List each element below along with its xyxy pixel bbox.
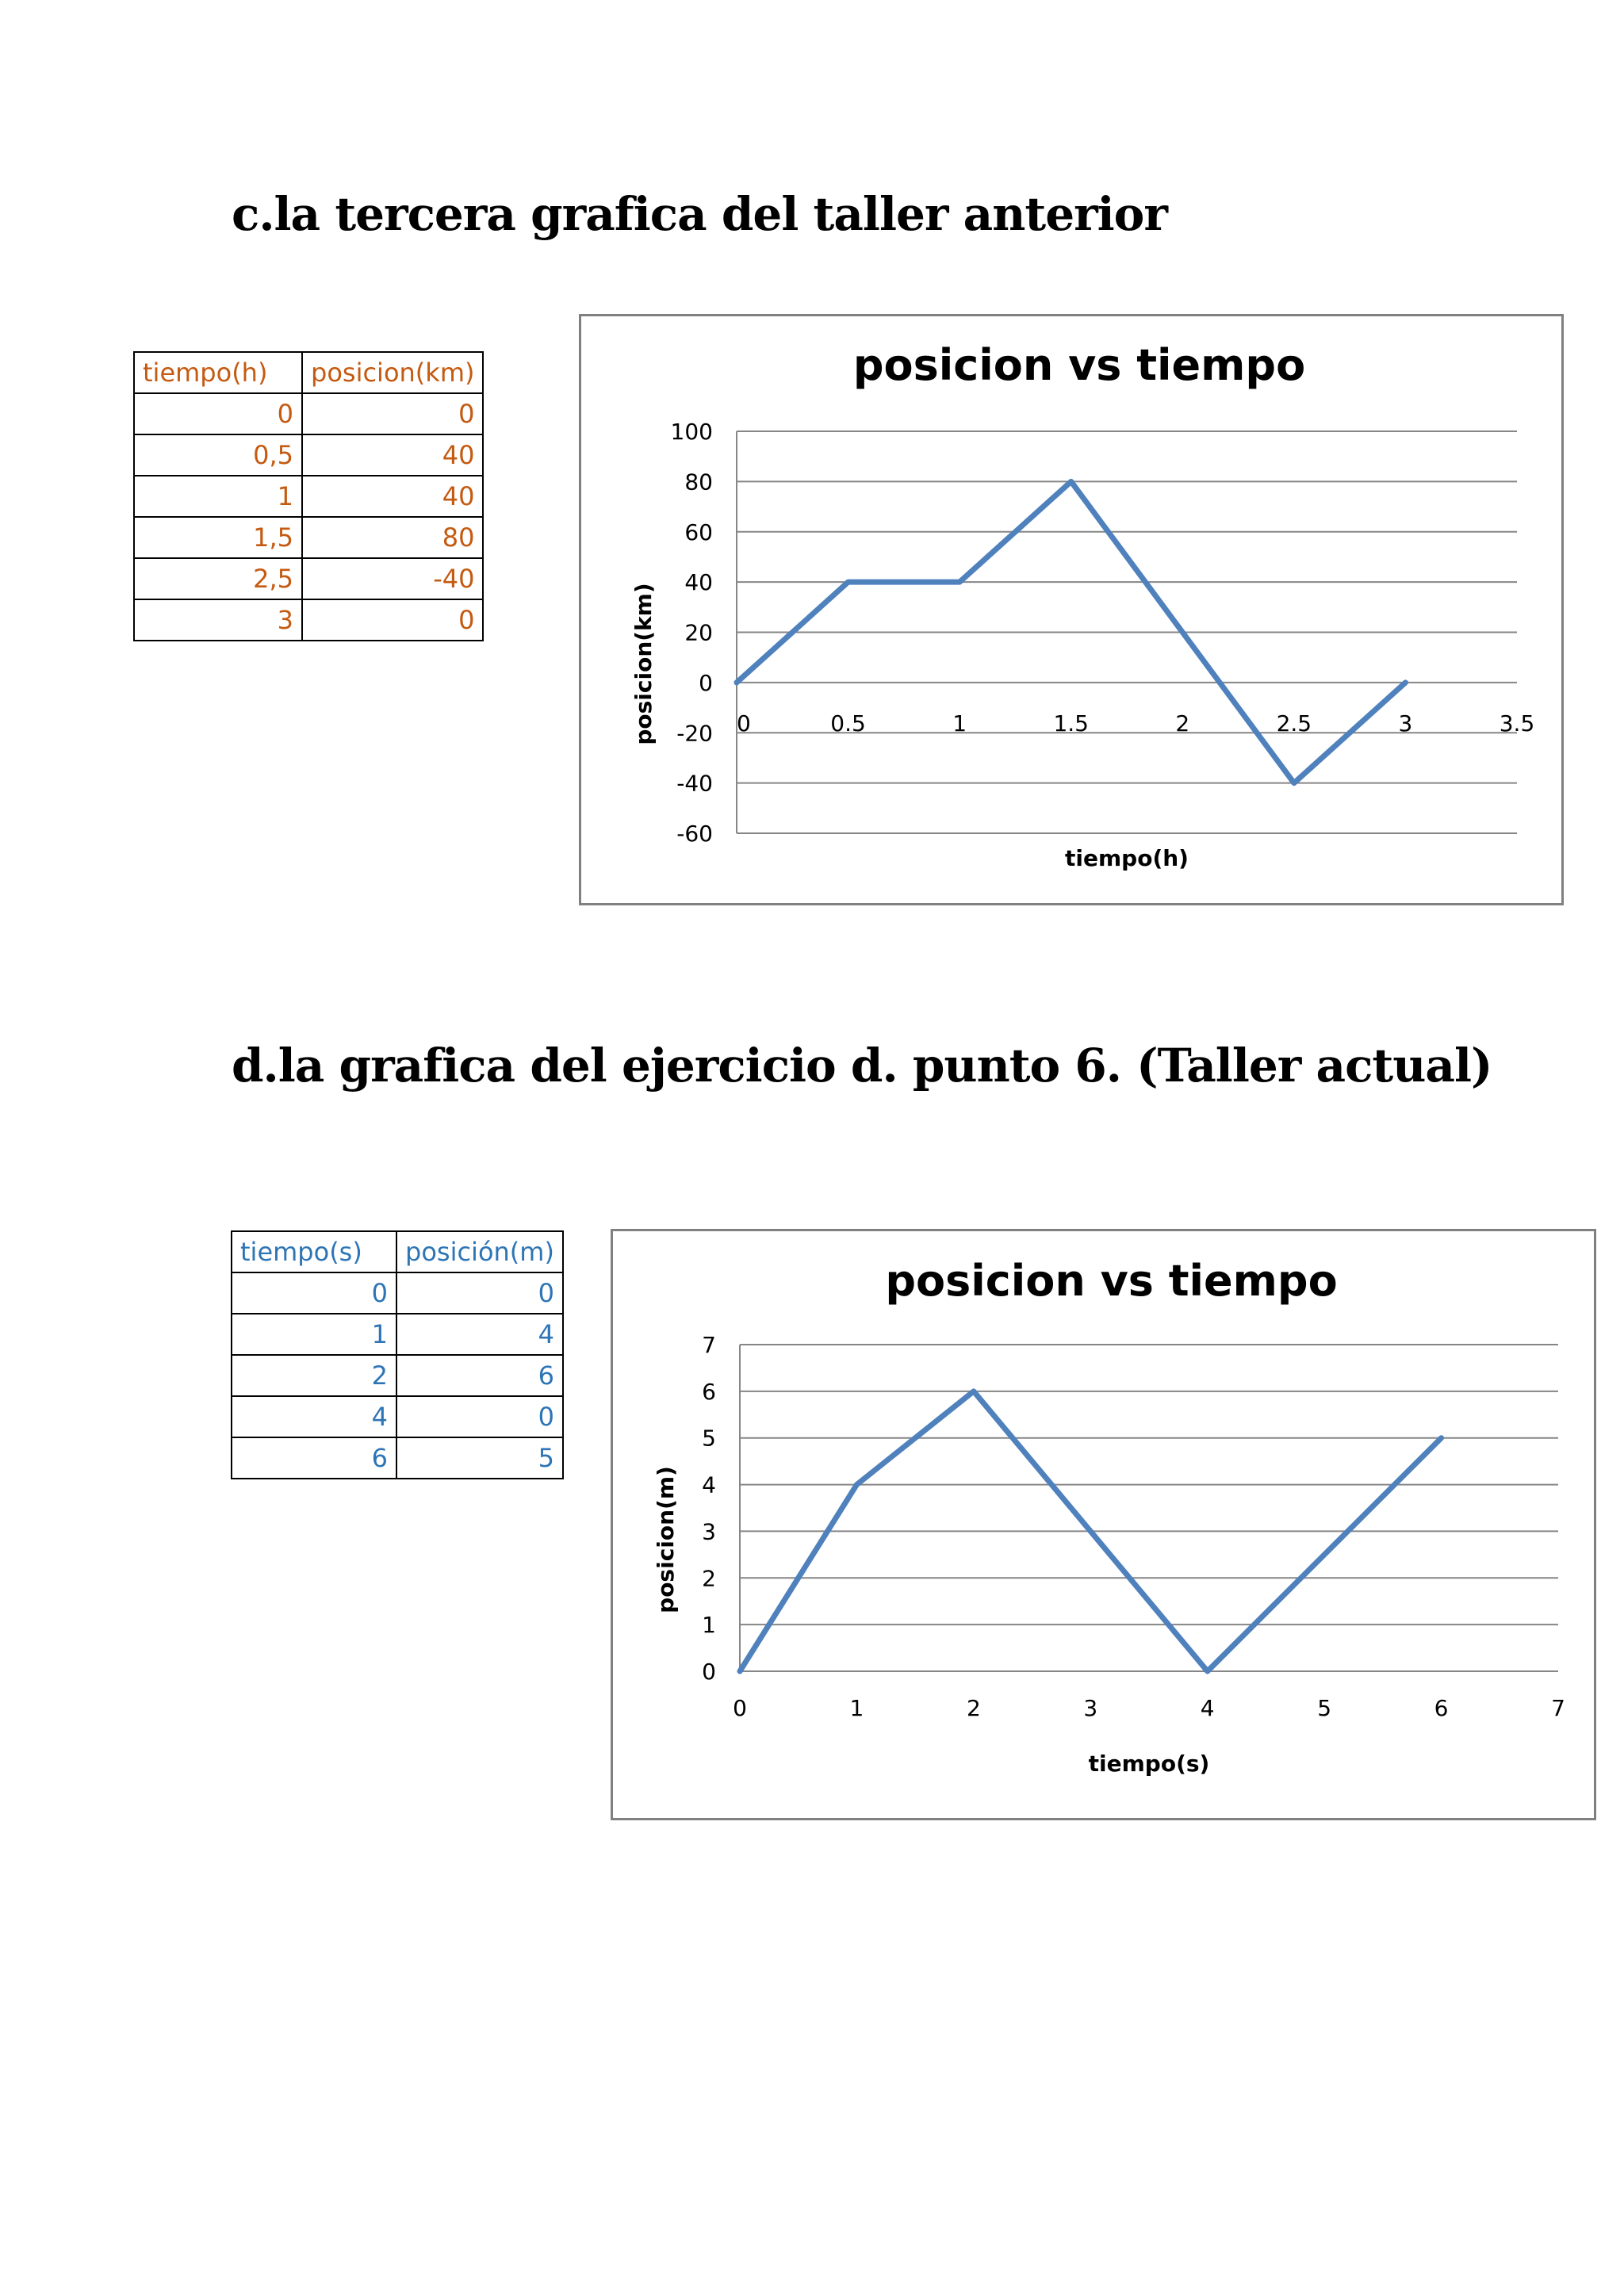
table-cell: 4: [396, 1314, 563, 1355]
x-tick-label: 1: [849, 1695, 864, 1721]
x-tick-label: 1.5: [1053, 710, 1089, 737]
table-header-cell: posicion(km): [302, 352, 483, 393]
table-cell: 0: [396, 1272, 563, 1314]
table-cell: 40: [302, 476, 483, 517]
section-heading-d: d.la grafica del ejercicio d. punto 6. (Taller actual): [232, 1039, 1492, 1093]
table-header-row: [134, 352, 483, 393]
x-tick-label: 0.5: [830, 710, 866, 737]
x-tick-label: 2.5: [1276, 710, 1312, 737]
data-point: [738, 1670, 741, 1673]
y-tick-label: 4: [702, 1471, 716, 1498]
table-cell: -40: [302, 558, 483, 599]
data-point: [1404, 681, 1407, 684]
table-cell: 6: [396, 1355, 563, 1396]
x-tick-label: 3.5: [1499, 710, 1535, 737]
table-row: [232, 1437, 563, 1479]
line-chart-svg: [613, 1231, 1594, 1818]
y-tick-label: 7: [702, 1332, 716, 1358]
table-cell: 2: [232, 1355, 396, 1396]
data-point: [1440, 1437, 1443, 1440]
y-tick-label: 2: [702, 1565, 716, 1592]
line-chart-svg: [581, 316, 1561, 903]
table-cell: 6: [232, 1437, 396, 1479]
data-point: [1206, 1670, 1209, 1673]
table-cell: 0: [396, 1396, 563, 1437]
y-axis-label: posicion(m): [653, 1466, 679, 1613]
x-tick-label: 2: [1175, 710, 1190, 737]
chart-title: posicion vs tiempo: [885, 1256, 1338, 1306]
table-cell: 2,5: [134, 558, 302, 599]
table-row: [134, 517, 483, 558]
table-cell: 80: [302, 517, 483, 558]
data-point: [1070, 480, 1073, 483]
data-point: [855, 1483, 858, 1487]
x-tick-label: 1: [952, 710, 967, 737]
table-header-row: [232, 1231, 563, 1272]
table-header-cell: tiempo(s): [232, 1231, 396, 1272]
table-row: [134, 393, 483, 434]
table-row: [134, 599, 483, 641]
y-tick-label: 100: [670, 419, 713, 445]
y-tick-label: 60: [684, 519, 713, 545]
y-axis-label: posicion(km): [630, 583, 657, 745]
y-tick-label: 1: [702, 1612, 716, 1639]
y-tick-label: 20: [684, 619, 713, 646]
x-tick-label: 0: [737, 710, 751, 737]
chart-title: posicion vs tiempo: [852, 340, 1306, 390]
data-point: [958, 580, 961, 584]
x-axis-label: tiempo(h): [1065, 845, 1189, 871]
x-axis-label: tiempo(s): [1088, 1751, 1210, 1777]
table-cell: 0: [302, 599, 483, 641]
data-point: [1293, 782, 1296, 785]
x-tick-label: 6: [1434, 1695, 1449, 1721]
data-table-d: [231, 1230, 564, 1479]
data-point: [847, 580, 850, 584]
data-table-c: [133, 351, 484, 641]
table-header-cell: tiempo(h): [134, 352, 302, 393]
table-cell: 5: [396, 1437, 563, 1479]
table-cell: 0: [302, 393, 483, 434]
x-tick-label: 7: [1551, 1695, 1565, 1721]
data-point: [735, 681, 738, 684]
table-cell: 3: [134, 599, 302, 641]
y-tick-label: 0: [702, 1659, 716, 1685]
table-cell: 0: [134, 393, 302, 434]
table-cell: 40: [302, 434, 483, 476]
data-point: [972, 1390, 975, 1393]
x-tick-label: 4: [1200, 1695, 1215, 1721]
table-row: [232, 1272, 563, 1314]
y-tick-label: 6: [702, 1378, 716, 1405]
x-tick-label: 5: [1317, 1695, 1332, 1721]
table-cell: 1,5: [134, 517, 302, 558]
x-tick-label: 3: [1083, 1695, 1098, 1721]
y-tick-label: -40: [676, 770, 713, 797]
section-heading-c: c.la tercera grafica del taller anterior: [232, 187, 1167, 241]
y-tick-label: -20: [676, 720, 713, 747]
table-cell: 1: [232, 1314, 396, 1355]
position-time-chart-c: [579, 314, 1564, 905]
table-cell: 1: [134, 476, 302, 517]
table-row: [232, 1396, 563, 1437]
table-row: [134, 476, 483, 517]
table-cell: 0,5: [134, 434, 302, 476]
position-time-chart-d: [611, 1229, 1596, 1820]
x-tick-label: 0: [733, 1695, 747, 1721]
table-row: [232, 1355, 563, 1396]
y-tick-label: 40: [684, 569, 713, 596]
y-tick-label: 80: [684, 469, 713, 496]
table-cell: 0: [232, 1272, 396, 1314]
y-tick-label: 0: [699, 669, 713, 696]
table-cell: 4: [232, 1396, 396, 1437]
y-tick-label: 5: [702, 1425, 716, 1452]
table-row: [134, 434, 483, 476]
x-tick-label: 3: [1398, 710, 1413, 737]
y-tick-label: -60: [676, 821, 713, 847]
table-header-cell: posición(m): [396, 1231, 563, 1272]
table-row: [134, 558, 483, 599]
y-tick-label: 3: [702, 1518, 716, 1545]
x-tick-label: 2: [966, 1695, 981, 1721]
table-row: [232, 1314, 563, 1355]
